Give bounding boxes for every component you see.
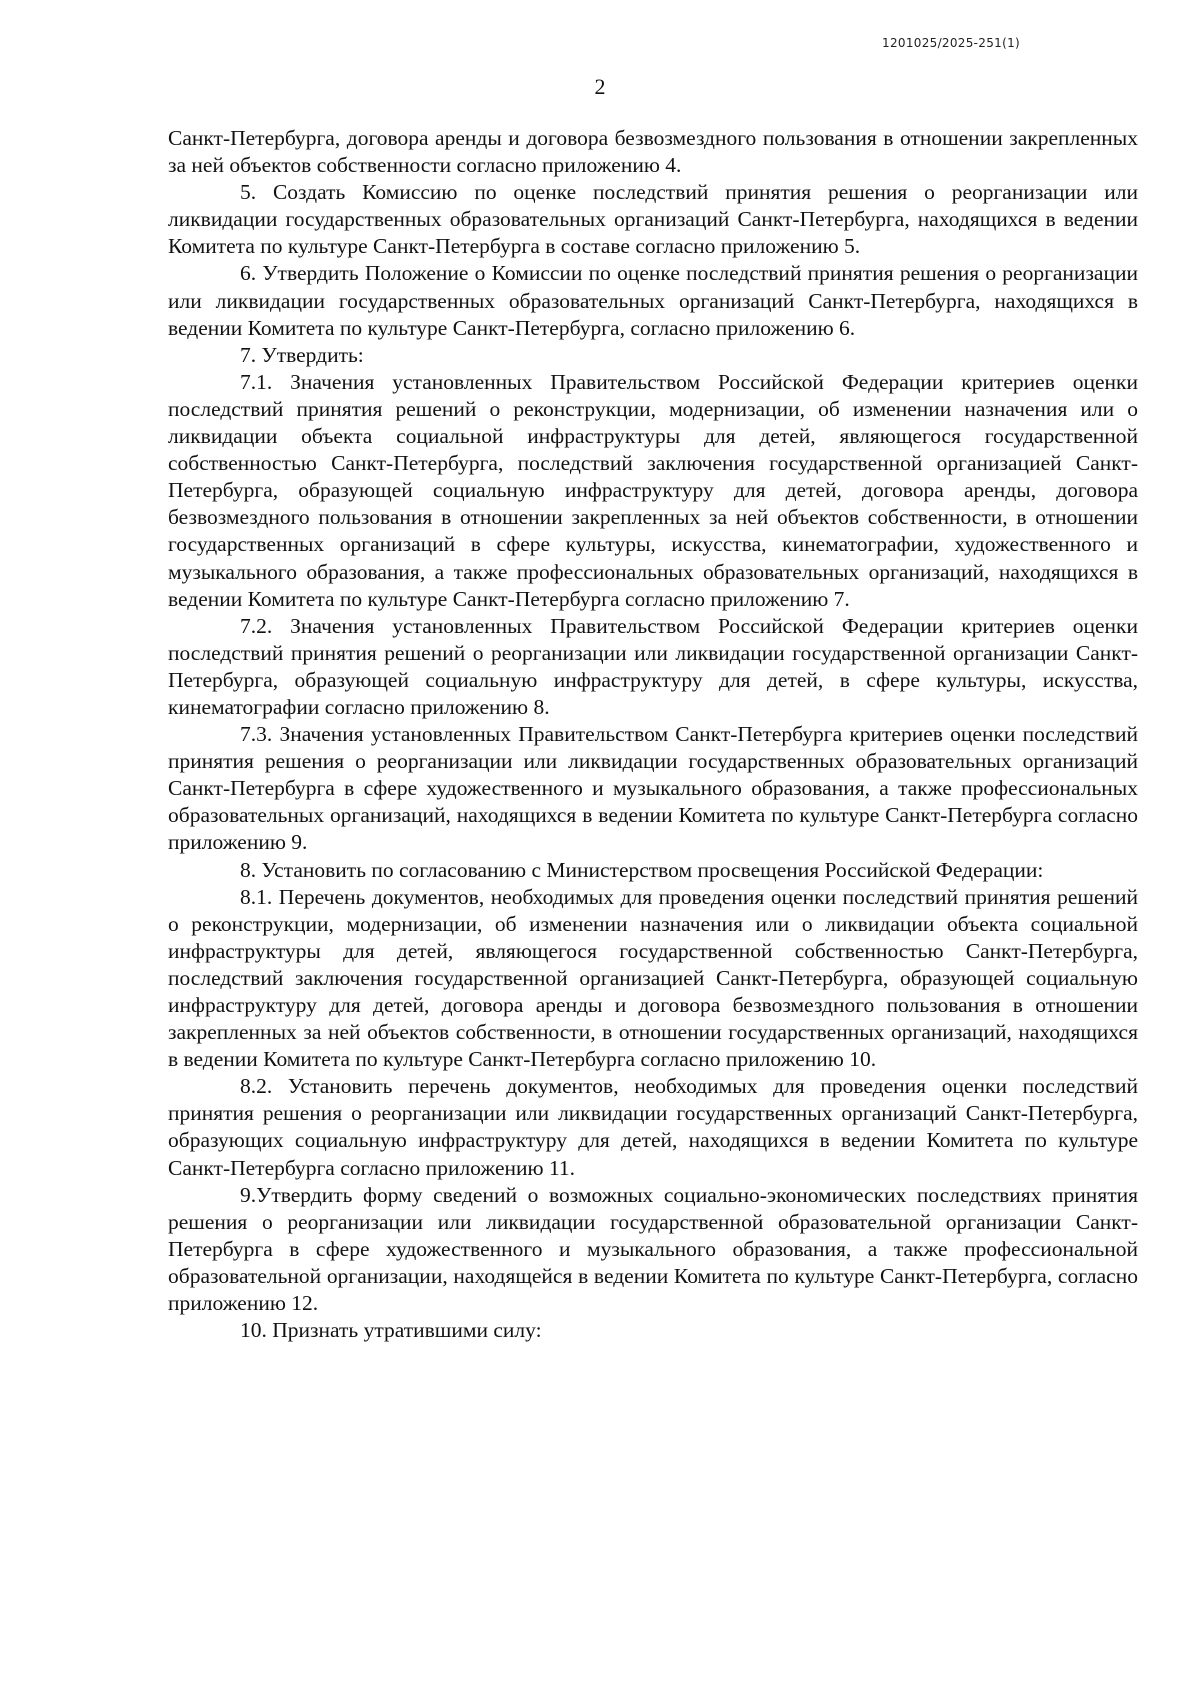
paragraph-item-7: 7. Утвердить: (240, 342, 364, 367)
paragraph-item-9: 9.Утвердить форму сведений о возможных социально-экономических последствиях принятия решения о реорганизации или ликвидации государственной образовательной организации Санкт-Петербурга в сфере художественного и музыкального образования, а также профессиональной образовательной организации, находящейся в ведении Комитета по культуре Санкт-Петербурга, согласно приложению 12. (168, 1182, 1138, 1316)
page-number: 2 (594, 74, 606, 99)
document-body (168, 125, 1138, 1344)
paragraph-continuation: Санкт-Петербурга, договора аренды и договора безвозмездного пользования в отношении закрепленных за ней объектов собственности согласно приложению 4. (168, 126, 1138, 178)
paragraph-item-7-3: 7.3. Значения установленных Правительством Санкт-Петербурга критериев оценки последствий принятия решения о реорганизации или ликвидации государственных образовательных организаций Санкт-Петербурга в сфере художественного и музыкального образования, а также профессиональных образовательных организаций, находящихся в ведении Комитета по культуре Санкт-Петербурга согласно приложению 9. (168, 722, 1138, 855)
paragraph-item-7-2: 7.2. Значения установленных Правительством Российской Федерации критериев оценки последствий принятия решений о реорганизации или ликвидации государственной организации Санкт-Петербурга, образующей социальную инфраструктуру для детей, в сфере культуры, искусства, кинематографии согласно приложению 8. (168, 613, 1138, 719)
paragraph-item-5: 5. Создать Комиссию по оценке последствий принятия решения о реорганизации или ликвидации государственных образовательных организаций Санкт-Петербурга, находящихся в ведении Комитета по культуре Санкт-Петербурга в составе согласно приложению 5. (168, 180, 1138, 259)
paragraph-item-8-2: 8.2. Установить перечень документов, необходимых для проведения оценки последствий принятия решения о реорганизации или ликвидации государственных организаций Санкт-Петербурга, образующих социальную инфраструктуру для детей, находящихся в ведении Комитета по культуре Санкт-Петербурга согласно приложению 11. (168, 1074, 1138, 1180)
paragraph-item-8-1: 8.1. Перечень документов, необходимых для проведения оценки последствий принятия решений о реконструкции, модернизации, об изменении назначения или о ликвидации объекта социальной инфраструктуры для детей, являющегося государственной собственностью Санкт-Петербурга, последствий заключения государственной организацией Санкт-Петербурга, образующей социальную инфраструктуру для детей, договора аренды и договора безвозмездного пользования в отношении закрепленных за ней объектов собственности, в отношении государственных организаций, находящихся в ведении Комитета по культуре Санкт-Петербурга согласно приложению 10. (168, 884, 1138, 1072)
paragraph-item-10: 10. Признать утратившими силу: (240, 1318, 542, 1343)
document-number: 1201025/2025-251(1) (882, 36, 1020, 50)
paragraph-item-8: 8. Установить по согласованию с Министерством просвещения Российской Федерации: (240, 857, 1044, 882)
paragraph-item-7-1: 7.1. Значения установленных Правительством Российской Федерации критериев оценки последствий принятия решений о реконструкции, модернизации, об изменении назначения или о ликвидации объекта социальной инфраструктуры для детей, являющегося государственной собственностью Санкт-Петербурга, последствий заключения государственной организацией Санкт-Петербурга, образующей социальную инфраструктуру для детей, договора аренды, договора безвозмездного пользования в отношении закрепленных за ней объектов собственности, в отношении государственных организаций в сфере культуры, искусства, кинематографии, художественного и музыкального образования, а также профессиональных образовательных организаций, находящихся в ведении Комитета по культуре Санкт-Петербурга согласно приложению 7. (168, 369, 1138, 611)
paragraph-item-6: 6. Утвердить Положение о Комиссии по оценке последствий принятия решения о реорганизации или ликвидации государственных образовательных организаций Санкт-Петербурга, находящихся в ведении Комитета по культуре Санкт-Петербурга, согласно приложению 6. (168, 261, 1138, 340)
